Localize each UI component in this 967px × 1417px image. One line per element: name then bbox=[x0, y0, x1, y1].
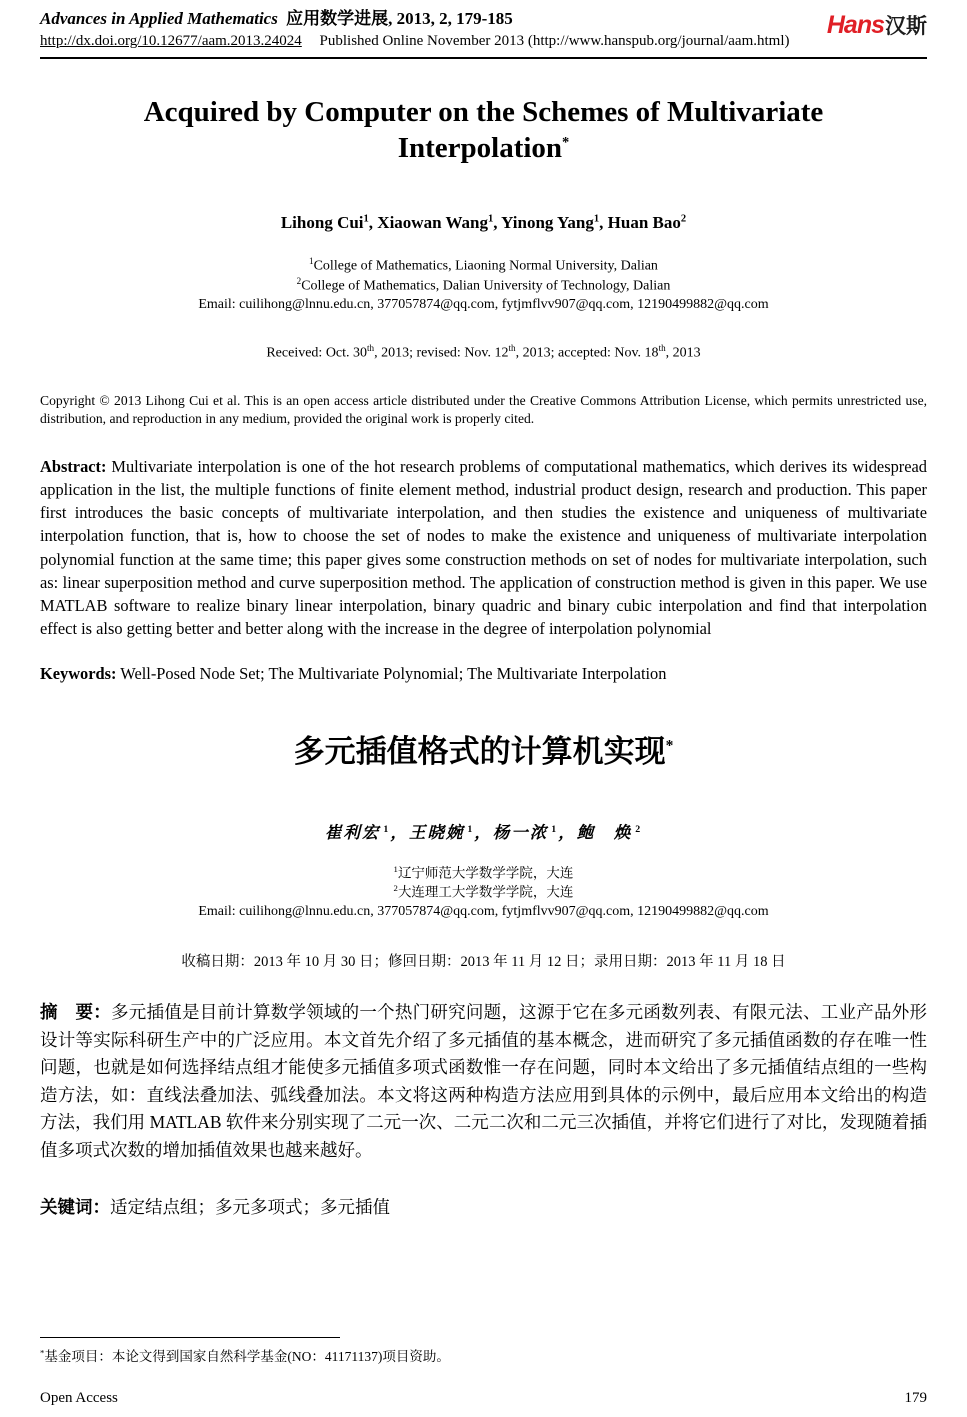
journal-title-chinese: 应用数学进展, 2013, 2, 179-185 bbox=[286, 9, 513, 28]
ordinal-suffix: th bbox=[367, 343, 375, 354]
abstract-label: Abstract: bbox=[40, 457, 107, 476]
affiliation-text: 大连理工大学数学学院，大连 bbox=[397, 884, 574, 900]
hans-logo-chinese-text: 汉斯 bbox=[885, 15, 927, 38]
author-name: , Huan Bao bbox=[599, 213, 681, 233]
chinese-author-affiliation-mark: 1 bbox=[551, 823, 559, 835]
author-name: , Xiaowan Wang bbox=[368, 213, 488, 233]
author-name: , Yinong Yang bbox=[493, 213, 594, 233]
page-number: 179 bbox=[904, 1390, 927, 1406]
affiliation-mark: 2 bbox=[296, 275, 302, 286]
received-text: , 2013 bbox=[665, 345, 701, 361]
journal-header-left bbox=[40, 8, 789, 50]
header-divider bbox=[40, 57, 927, 59]
received-dates-line bbox=[40, 343, 927, 362]
affiliation-mark: 1 bbox=[309, 256, 314, 267]
doi-line bbox=[40, 33, 789, 50]
footnote-text: 基金项目：本论文得到国家自然科学基金(NO：41171137)项目资助。 bbox=[44, 1349, 450, 1364]
open-access-label: Open Access bbox=[40, 1390, 118, 1406]
chinese-title bbox=[40, 726, 927, 771]
chinese-affiliation-2 bbox=[40, 883, 927, 902]
title-footnote-mark: * bbox=[562, 134, 570, 151]
author-affiliation-mark: 2 bbox=[680, 213, 687, 225]
chinese-affiliations-block bbox=[40, 864, 927, 922]
footnote-area bbox=[40, 1337, 927, 1365]
chinese-abstract-paragraph bbox=[40, 999, 927, 1164]
chinese-title-footnote-mark: * bbox=[665, 737, 674, 755]
page-footer bbox=[40, 1390, 927, 1407]
copyright-notice: Copyright © 2013 Lihong Cui et al. This is an open access article distributed under the Creative Commons Attribution License, which permits unrestricted use, distribution, and reproduction in any medium, provided the original work is properly cited. bbox=[40, 392, 927, 426]
chinese-dates-line: 收稿日期：2013 年 10 月 30 日；修回日期：2013 年 11 月 12 日；录用日期：2013 年 11 月 18 日 bbox=[181, 954, 786, 971]
keywords-line bbox=[40, 664, 927, 684]
authors-line bbox=[40, 213, 927, 233]
received-text: , 2013; revised: Nov. 12 bbox=[374, 345, 509, 361]
chinese-author-affiliation-mark: 1 bbox=[383, 823, 391, 835]
article-title-line1: Acquired by Computer on the Schemes of Multivariate bbox=[143, 96, 824, 129]
affiliation-1 bbox=[40, 256, 927, 276]
chinese-authors-line bbox=[40, 819, 927, 843]
affiliation-text: College of Mathematics, Liaoning Normal University, Dalian bbox=[313, 258, 658, 274]
affiliation-mark: 1 bbox=[393, 864, 398, 874]
funding-footnote bbox=[40, 1345, 927, 1365]
journal-title-line bbox=[40, 8, 789, 29]
chinese-email-line: Email: cuilihong@lnnu.edu.cn, 377057874@qq.com, fytjmflvv907@qq.com, 12190499882@qq.com bbox=[198, 904, 769, 920]
ordinal-suffix: th bbox=[658, 343, 666, 354]
chinese-abstract-text: 多元插值是目前计算数学领域的一个热门研究问题，这源于它在多元函数列表、有限元法、工业产品外形设计等实际科研生产中的广泛应用。本文首先介绍了多元插值的基本概念，进而研究了多元插值函数的存在唯一性问题，也就是如何选择结点组才能使多元插值多项式函数惟一存在问题，同时本文给出了多元插值结点组的一些构造方法，如：直线法叠加法、弧线叠加法。本文将这两种构造方法应用到具体的示例中，最后应用本文给出的构造方法，我们用 MATLAB 软件来分别实现了二元一次、二元二次和二元三次插值，并将它们进行了对比，发现随着插值多项式次数的增加插值效果也越来越好。 bbox=[40, 1002, 928, 1160]
affiliation-text: College of Mathematics, Dalian University of Technology, Dalian bbox=[301, 278, 671, 294]
author-affiliation-mark: 1 bbox=[363, 213, 369, 225]
author-name: Lihong Cui bbox=[280, 213, 364, 233]
article-title-line2: Interpolation bbox=[397, 132, 563, 165]
journal-header bbox=[40, 8, 927, 50]
footnote-mark: * bbox=[40, 1347, 45, 1358]
doi-link[interactable]: http://dx.doi.org/10.12677/aam.2013.24024 bbox=[40, 33, 302, 50]
chinese-author-affiliation-mark: 1 bbox=[467, 823, 475, 835]
ordinal-suffix: th bbox=[508, 343, 516, 354]
chinese-author-name: ，杨一浓 bbox=[474, 823, 549, 842]
chinese-keywords-text: 适定结点组；多元多项式；多元插值 bbox=[110, 1197, 390, 1218]
keywords-label: Keywords: bbox=[40, 664, 117, 683]
received-text: , 2013; accepted: Nov. 18 bbox=[515, 345, 659, 361]
received-text: Received: Oct. 30 bbox=[266, 345, 368, 361]
chinese-author-name: ，鲍 焕 bbox=[558, 823, 633, 842]
chinese-title-text: 多元插值格式的计算机实现 bbox=[293, 734, 666, 769]
chinese-abstract-label: 摘 要： bbox=[40, 1002, 111, 1023]
affiliation-text: 辽宁师范大学数学学院，大连 bbox=[397, 865, 574, 881]
abstract-paragraph bbox=[40, 455, 927, 640]
footnote-divider bbox=[40, 1337, 340, 1338]
author-affiliation-mark: 1 bbox=[593, 213, 600, 225]
affiliations-block bbox=[40, 256, 927, 314]
keywords-text: Well-Posed Node Set; The Multivariate Polynomial; The Multivariate Interpolation bbox=[120, 664, 667, 683]
article-title bbox=[40, 95, 927, 167]
chinese-affiliation-1 bbox=[40, 864, 927, 883]
published-info: Published Online November 2013 (http://www.hanspub.org/journal/aam.html) bbox=[319, 33, 790, 50]
affiliation-mark: 2 bbox=[393, 882, 398, 893]
chinese-author-affiliation-mark: 2 bbox=[635, 823, 643, 835]
journal-title-english: Advances in Applied Mathematics bbox=[40, 9, 278, 28]
chinese-keywords-line bbox=[40, 1194, 927, 1219]
chinese-author-name: ，王晓婉 bbox=[390, 823, 465, 842]
chinese-keywords-label: 关键词： bbox=[40, 1197, 110, 1218]
abstract-text: Multivariate interpolation is one of the hot research problems of computational mathematics, which derives its widespread application in the list, the multiple functions of finite element method, industrial product design, research and production. This paper first introduces the basic concepts of multivariate interpolation, and then studies the existence and uniqueness of multivariate interpolation function, that is, how to choose the set of nodes to make the existence and uniqueness of multivariate interpolation polynomial function at the same time; this paper gives some construction methods on set of nodes for multivariate interpolation, such as: linear superposition method and curve superposition method. The application of construction method is given in this paper. We use MATLAB software to realize binary linear interpolation, binary quadric and binary cubic interpolation and find that interpolation effect is also getting better and better along with the increase in the degree of interpolation polynomial bbox=[40, 457, 927, 638]
author-affiliation-mark: 1 bbox=[488, 213, 494, 225]
chinese-author-name: 崔利宏 bbox=[324, 823, 381, 842]
hans-logo-text: Hans bbox=[826, 11, 884, 39]
email-line: Email: cuilihong@lnnu.edu.cn, 377057874@qq.com, fytjmflvv907@qq.com, 12190499882@qq.com bbox=[198, 297, 769, 313]
hans-publisher-logo bbox=[827, 10, 927, 40]
affiliation-2 bbox=[40, 276, 927, 296]
